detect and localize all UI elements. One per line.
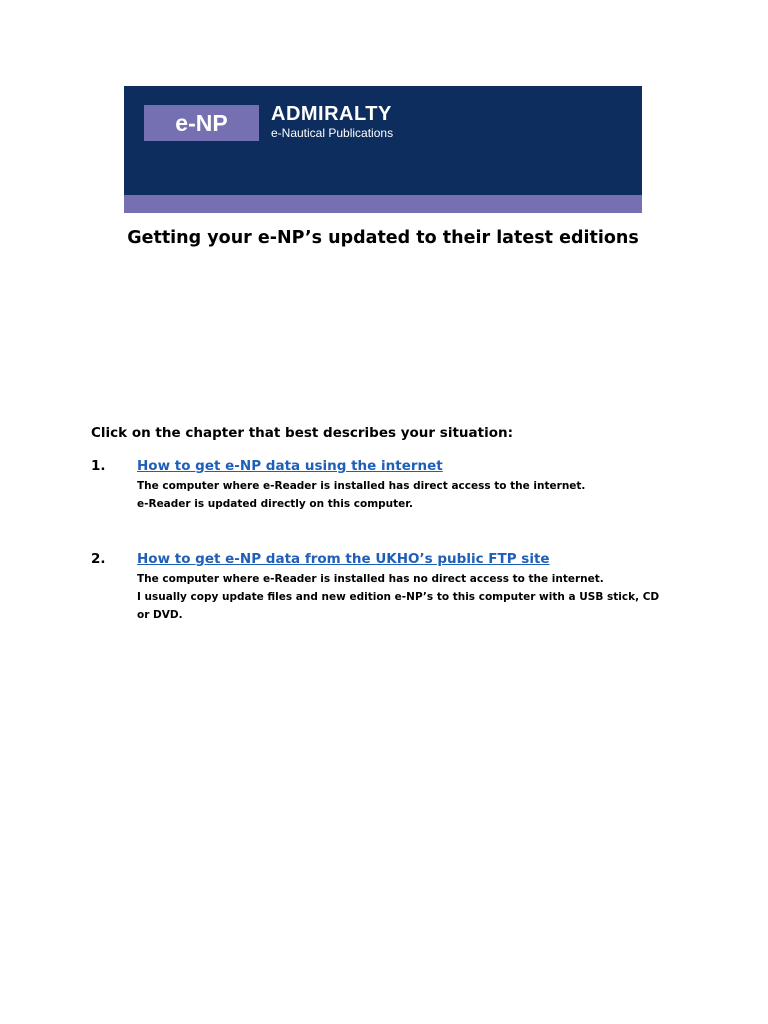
description-line: The computer where e-Reader is installed has direct access to the internet. <box>137 480 586 492</box>
brand-subtitle: e-Nautical Publications <box>271 126 394 140</box>
enp-logo: e-NP <box>144 105 259 141</box>
description-line: e-Reader is updated directly on this computer. <box>137 498 413 510</box>
document-title: Getting your e-NP’s updated to their latest editions <box>127 228 639 248</box>
description-line: The computer where e-Reader is installed has no direct access to the internet. <box>137 573 604 585</box>
chapter-description <box>137 477 667 513</box>
description-line: I usually copy update files and new edition e-NP’s to this computer with a USB stick, CD or DVD. <box>137 591 660 621</box>
chapter-link-ftp[interactable]: How to get e-NP data from the UKHO’s public FTP site <box>137 551 550 567</box>
chapter-description <box>137 570 667 624</box>
brand-name: ADMIRALTY <box>271 103 392 125</box>
banner-stripe <box>124 195 642 213</box>
admiralty-banner <box>124 86 642 213</box>
chapter-number: 1. <box>91 458 106 474</box>
chapter-number: 2. <box>91 551 106 567</box>
chapter-link-internet[interactable]: How to get e-NP data using the internet <box>137 458 443 474</box>
chapter-prompt: Click on the chapter that best describes your situation: <box>91 425 513 441</box>
